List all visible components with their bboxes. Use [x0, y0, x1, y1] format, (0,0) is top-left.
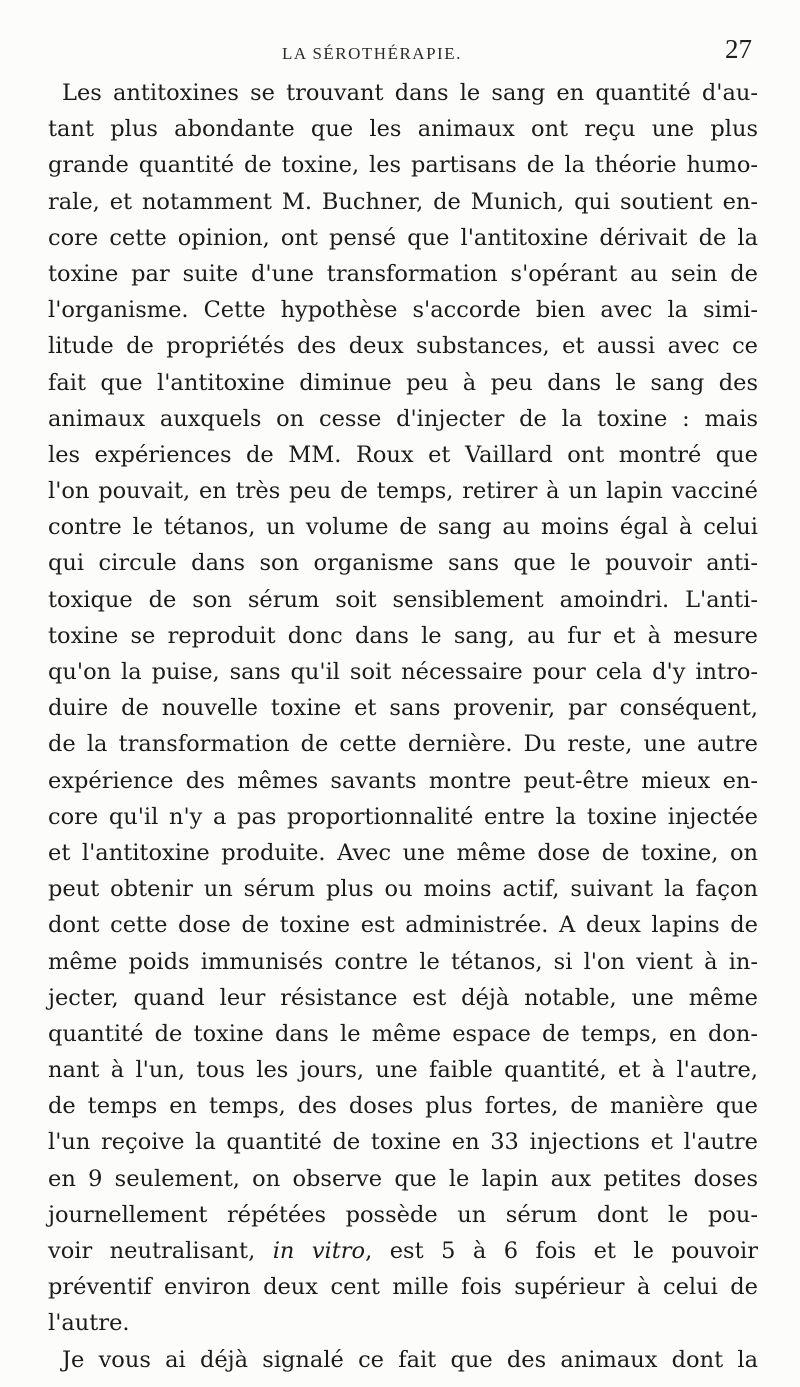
- text-line: contre le tétanos, un volume de sang au moins égal à celui: [48, 514, 758, 541]
- text-line: toxique de son sérum soit sensiblement amoindri. L'anti-: [48, 586, 758, 613]
- italic-term: in vitro: [272, 1238, 366, 1264]
- text-line: duire de nouvelle toxine et sans provenir, par conséquent,: [48, 695, 758, 722]
- text-line: toxine se reproduit donc dans le sang, au fur et à mesure: [48, 622, 758, 649]
- text-line: tant plus abondante que les animaux ont reçu une plus: [48, 116, 758, 143]
- text-line: quantité de toxine dans le même espace de temps, en don-: [48, 1020, 758, 1047]
- text-line: grande quantité de toxine, les partisans de la théorie humo-: [48, 152, 758, 179]
- text-line: l'on pouvait, en très peu de temps, retirer à un lapin vacciné: [48, 478, 758, 505]
- running-title: LA SÉROTHÉRAPIE.: [282, 44, 462, 63]
- text-line: jecter, quand leur résistance est déjà notable, une même: [48, 984, 758, 1011]
- page-number: 27: [725, 34, 752, 64]
- text-segment: , est 5 à 6 fois et le pouvoir: [365, 1238, 759, 1264]
- text-line: animaux auxquels on cesse d'injecter de la toxine : mais: [48, 405, 758, 432]
- text-line: rale, et notamment M. Buchner, de Munich, qui soutient en-: [48, 188, 758, 215]
- text-line: les expériences de MM. Roux et Vaillard ont montré que: [48, 441, 758, 468]
- text-line: de temps en temps, des doses plus fortes, de manière que: [48, 1093, 758, 1120]
- text-line-new-paragraph: Je vous ai déjà signalé ce fait que des animaux dont la: [62, 1346, 758, 1373]
- text-line: expérience des mêmes savants montre peut-être mieux en-: [48, 767, 758, 794]
- text-line: qu'on la puise, sans qu'il soit nécessaire pour cela d'y intro-: [48, 659, 758, 685]
- text-line: l'organisme. Cette hypothèse s'accorde bien avec la simi-: [48, 297, 758, 324]
- text-line: qui circule dans son organisme sans que le pouvoir anti-: [48, 550, 758, 577]
- text-line: même poids immunisés contre le tétanos, si l'on vient à in-: [48, 948, 758, 975]
- text-line: litude de propriétés des deux substances, et aussi avec ce: [48, 333, 758, 360]
- text-line: de la transformation de cette dernière. Du reste, une autre: [48, 731, 758, 758]
- text-line: journellement répétées possède un sérum dont le pou-: [48, 1201, 758, 1228]
- body-text: [48, 75, 758, 1378]
- page-header: [0, 30, 800, 70]
- text-line-paragraph-end: l'autre.: [48, 1310, 130, 1337]
- text-line: toxine par suite d'une transformation s'opérant au sein de: [48, 260, 758, 287]
- text-line: nant à l'un, tous les jours, une faible quantité, et à l'autre,: [48, 1057, 758, 1084]
- text-line: préventif environ deux cent mille fois supérieur à celui de: [48, 1274, 758, 1301]
- text-segment: voir neutralisant,: [48, 1238, 273, 1264]
- text-line: peut obtenir un sérum plus ou moins actif, suivant la façon: [48, 876, 758, 903]
- text-line: en 9 seulement, on observe que le lapin aux petites doses: [48, 1165, 758, 1192]
- text-line: fait que l'antitoxine diminue peu à peu dans le sang des: [48, 369, 758, 396]
- text-line: Les antitoxines se trouvant dans le sang en quantité d'au-: [62, 80, 758, 106]
- text-line-in-vitro: [48, 1233, 758, 1269]
- text-line: l'un reçoive la quantité de toxine en 33 injections et l'autre: [48, 1129, 758, 1156]
- text-line: dont cette dose de toxine est administrée. A deux lapins de: [48, 912, 758, 939]
- text-line: core qu'il n'y a pas proportionnalité entre la toxine injectée: [48, 803, 758, 830]
- text-line: et l'antitoxine produite. Avec une même dose de toxine, on: [48, 839, 758, 866]
- text-line: core cette opinion, ont pensé que l'antitoxine dérivait de la: [48, 224, 758, 251]
